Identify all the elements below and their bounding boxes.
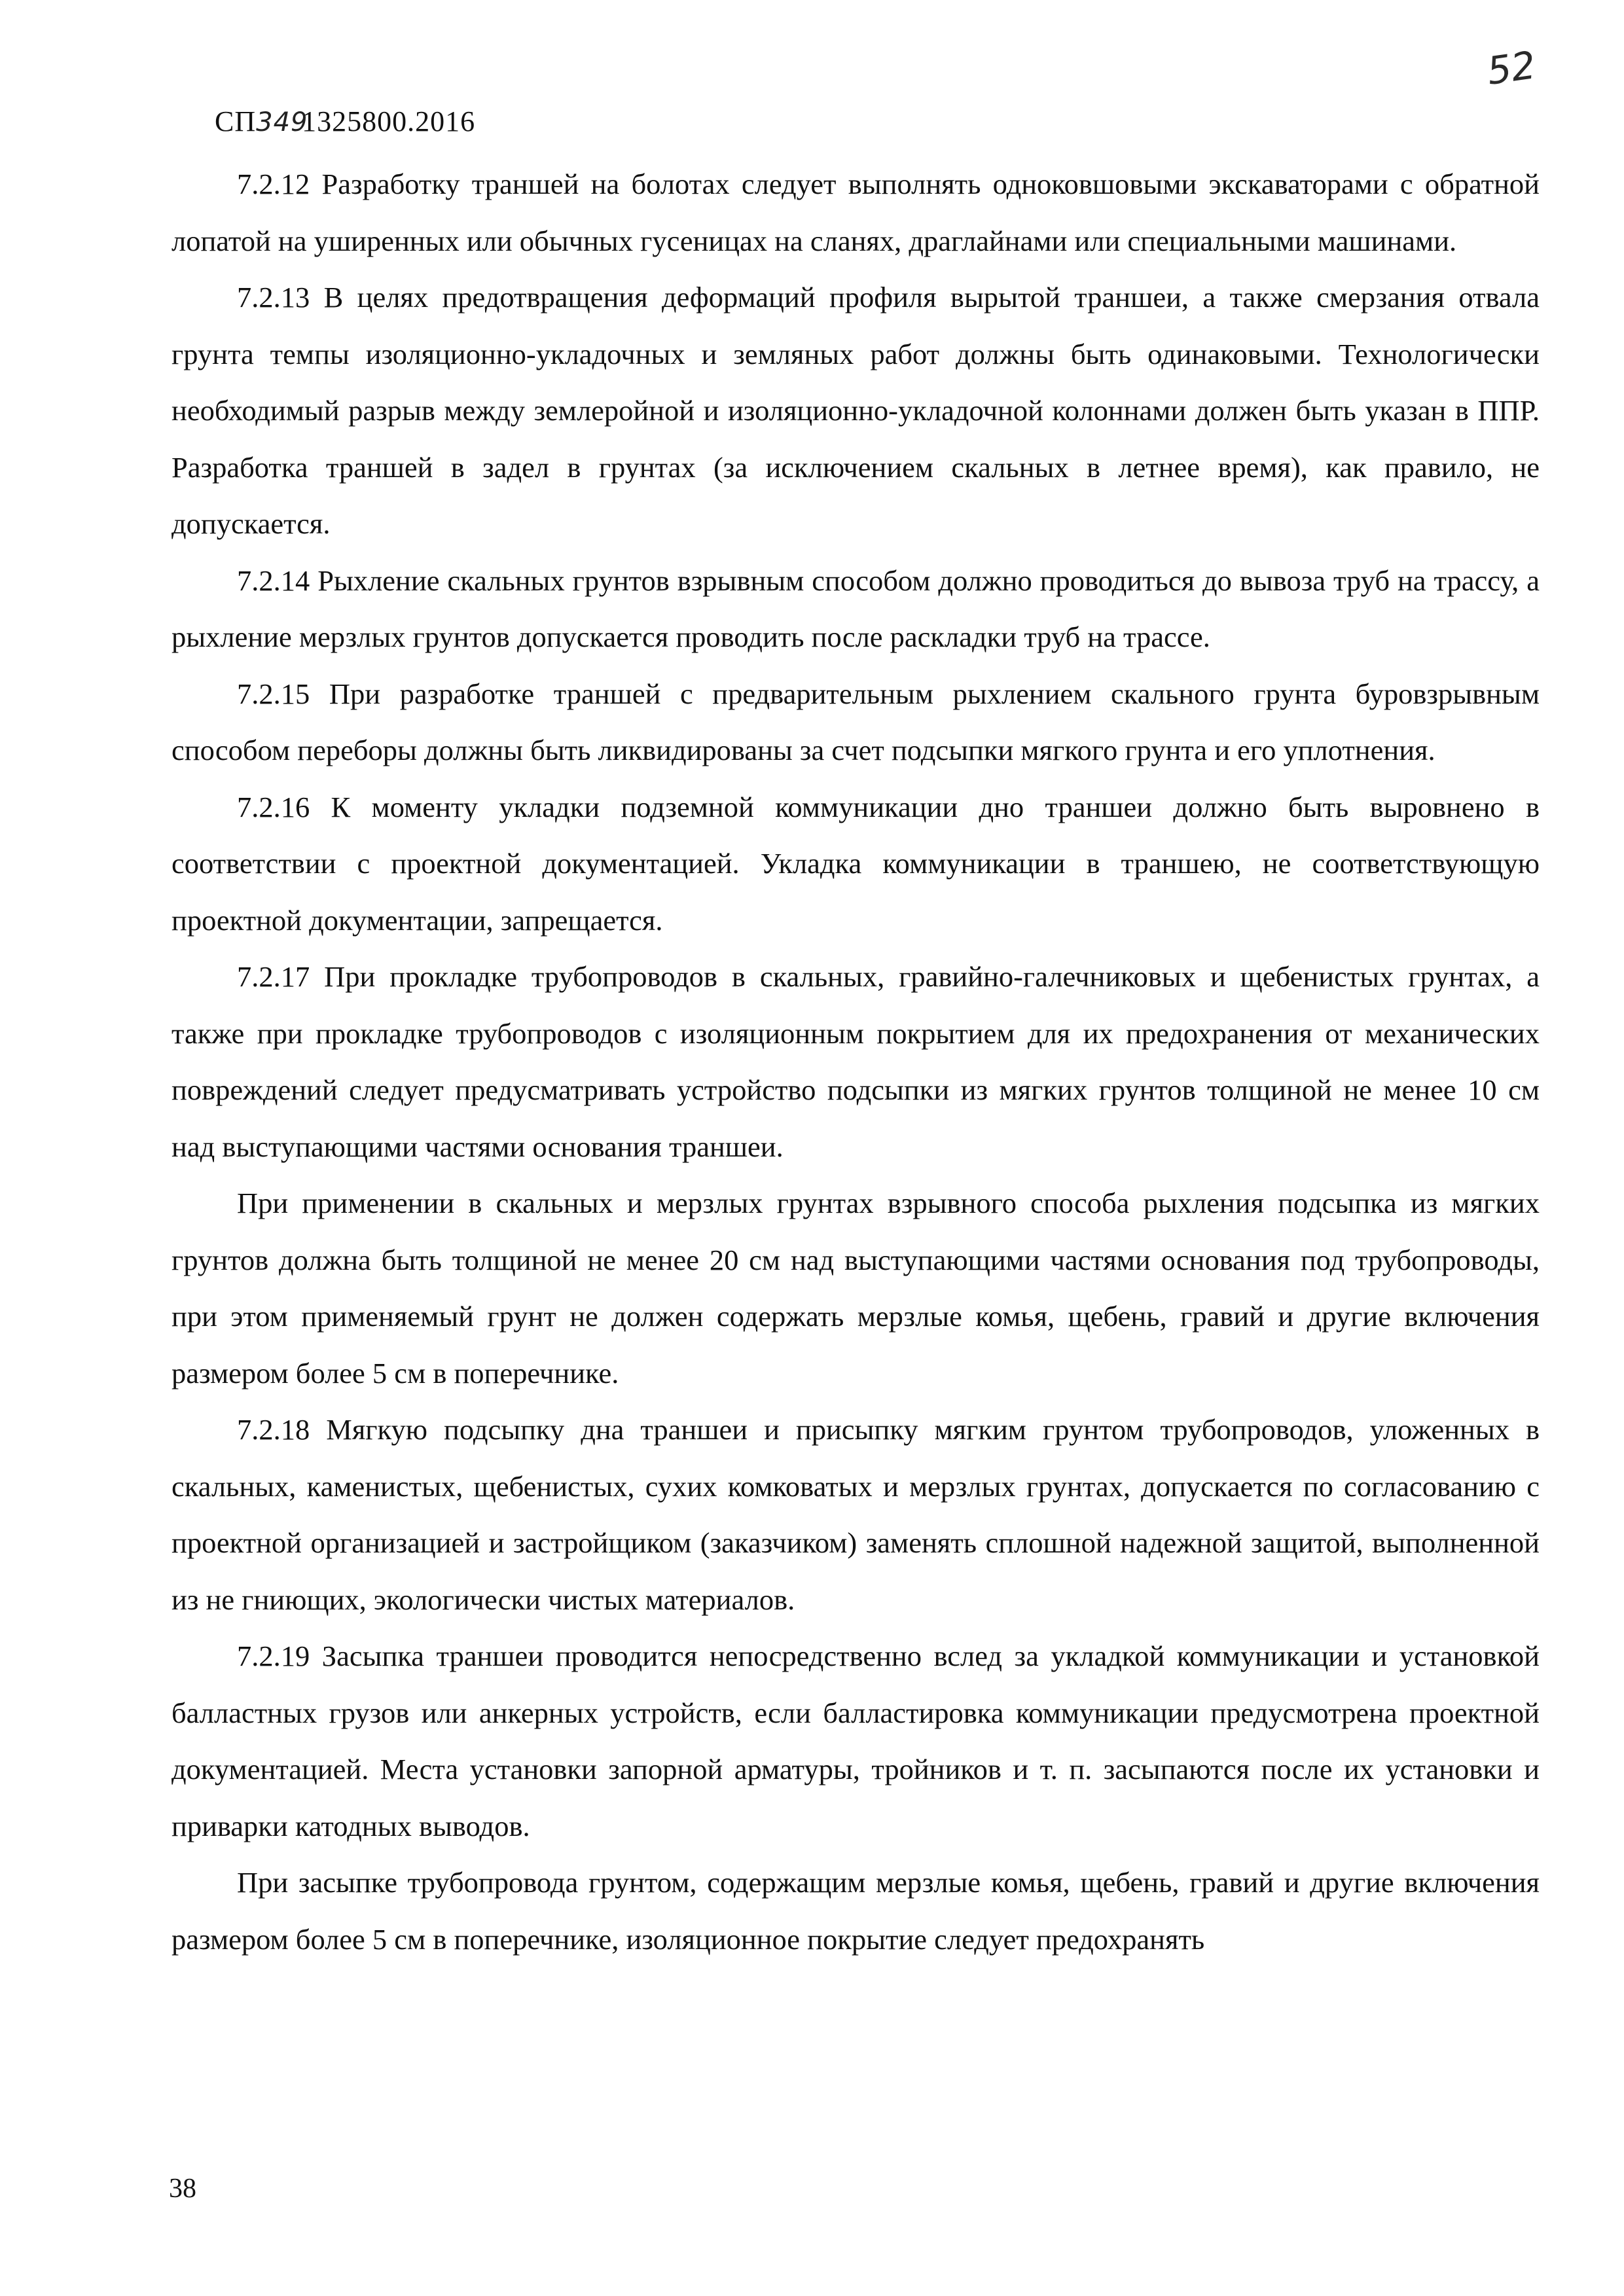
paragraph-7-2-17: 7.2.17 При прокладке трубопроводов в скальных, гравийно-галечниковых и щебенистых грунтах, а также при прокладке трубопроводов с изоляционным покрытием для их предохранения от механических повреждений следует предусматривать устройство подсыпки из мягких грунтов толщиной не менее 10 см над выступающими частями основания траншеи.	[171, 960, 1540, 1163]
paragraph-7-2-13: 7.2.13 В целях предотвращения деформаций профиля вырытой траншеи, а также смерзания отвала грунта темпы изоляционно-укладочных и земляных работ должны быть одинаковыми. Технологически необходимый разрыв между землеройной и изоляционно-укладочной колоннами должен быть указан в ППР. Разработка траншей в задел в грунтах (за исключением скальных в летнее время), как правило, не допускается.	[171, 281, 1540, 540]
page-number: 38	[169, 2174, 196, 2204]
code-prefix: СП	[215, 105, 257, 137]
paragraph-7-2-19: 7.2.19 Засыпка траншеи проводится непосредственно вслед за укладкой коммуникации и установкой балластных грузов или анкерных устройств, если балластировка коммуникации предусмотрена проектной документацией. Места установки запорной арматуры, тройников и т. п. засыпаются после их установки и приварки катодных выводов.	[171, 1640, 1540, 1842]
handwritten-page-number: 52	[1484, 43, 1539, 94]
document-body	[171, 156, 1540, 1967]
code-suffix: 1325800.2016	[302, 105, 476, 137]
paragraph-7-2-12: 7.2.12 Разработку траншей на болотах следует выполнять одноковшовыми экскаваторами с обратной лопатой на уширенных или обычных гусеницах на сланях, драглайнами или специальными машинами.	[171, 168, 1540, 257]
paragraph-7-2-18: 7.2.18 Мягкую подсыпку дна траншеи и присыпку мягким грунтом трубопроводов, уложенных в скальных, каменистых, щебенистых, сухих комковатых и мерзлых грунтах, допускается по согласованию с проектной организацией и застройщиком (заказчиком) заменять сплошной надежной защитой, выполненной из не гниющих, экологически чистых материалов.	[171, 1413, 1540, 1616]
paragraph-7-2-17-continued: При применении в скальных и мерзлых грунтах взрывного способа рыхления подсыпка из мягких грунтов должна быть толщиной не менее 20 см над выступающими частями основания под трубопроводы, при этом применяемый грунт не должен содержать мерзлые комья, щебень, гравий и другие включения размером более 5 см в поперечнике.	[171, 1187, 1540, 1390]
paragraph-7-2-19-continued: При засыпке трубопровода грунтом, содержащим мерзлые комья, щебень, гравий и другие включения размером более 5 см в поперечнике, изоляционное покрытие следует предохранять	[171, 1866, 1540, 1956]
handwritten-code-number: 349	[256, 107, 308, 137]
paragraph-7-2-16: 7.2.16 К моменту укладки подземной коммуникации дно траншеи должно быть выровнено в соответствии с проектной документацией. Укладка коммуникации в траншею, не соответствующую проектной документации, запрещается.	[171, 790, 1540, 937]
paragraph-7-2-15: 7.2.15 При разработке траншей с предварительным рыхлением скального грунта буровзрывным способом переборы должны быть ликвидированы за счет подсыпки мягкого грунта и его уплотнения.	[171, 677, 1540, 766]
document-code-header	[215, 105, 475, 138]
paragraph-7-2-14: 7.2.14 Рыхление скальных грунтов взрывным способом должно проводиться до вывоза труб на трассу, а рыхление мерзлых грунтов допускается проводить после раскладки труб на трассе.	[171, 564, 1540, 653]
